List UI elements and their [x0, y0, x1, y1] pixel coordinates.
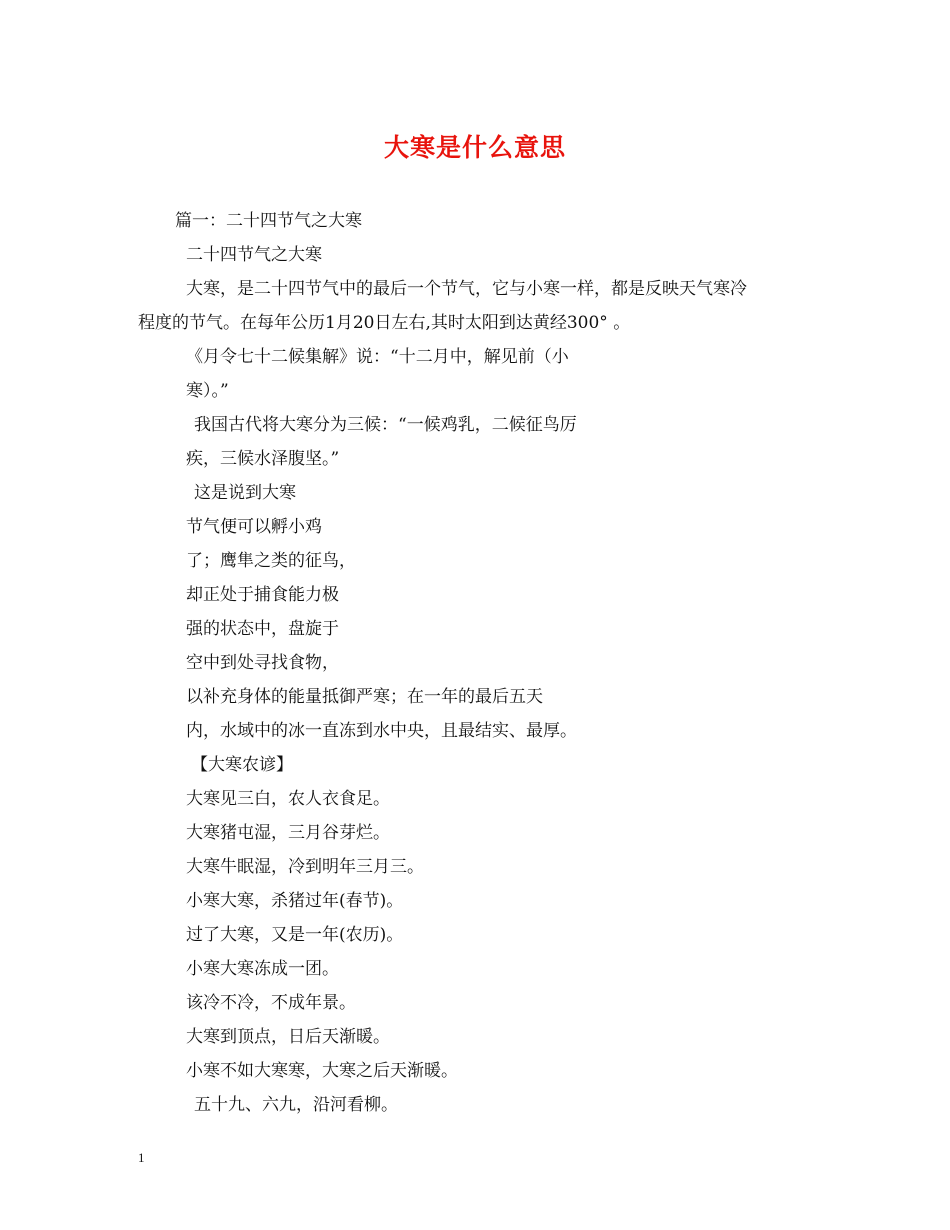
proverb-line: 大寒到顶点，日后天渐暖。: [186, 1027, 390, 1047]
proverb-line: 小寒大寒，杀猪过年(春节)。: [186, 891, 404, 911]
paragraph-line: 寒）。”: [186, 381, 229, 401]
paragraph-line: 空中到处寻找食物，: [186, 653, 339, 673]
paragraph-line: 了；鹰隼之类的征鸟，: [186, 551, 356, 571]
proverb-line: 过了大寒，又是一年(农历)。: [186, 925, 404, 945]
page-number: 1: [138, 1150, 145, 1165]
proverb-line: 大寒猪屯湿，三月谷芽烂。: [186, 823, 390, 843]
proverb-line: 五十九、六九，沿河看柳。: [194, 1095, 398, 1115]
paragraph-line: 却正处于捕食能力极: [186, 585, 339, 605]
paragraph-line: 程度的节气。在每年公历1月20日左右,其时太阳到达黄经300° 。: [138, 313, 631, 333]
proverb-line: 大寒牛眠湿，冷到明年三月三。: [186, 857, 424, 877]
paragraph-line: 这是说到大寒: [194, 483, 296, 503]
section-heading: 【大寒农谚】: [191, 755, 293, 775]
paragraph-line: 节气便可以孵小鸡: [186, 517, 322, 537]
section-heading: 篇一：二十四节气之大寒: [175, 211, 362, 231]
paragraph-line: 以补充身体的能量抵御严寒；在一年的最后五天: [186, 687, 543, 707]
paragraph-line: 《月令七十二候集解》说：“十二月中，解见前（小: [186, 347, 569, 367]
document-title: 大寒是什么意思: [383, 133, 566, 162]
paragraph-line: 强的状态中，盘旋于: [186, 619, 339, 639]
proverb-line: 小寒不如大寒寒，大寒之后天渐暖。: [186, 1061, 458, 1081]
paragraph-line: 疾，三候水泽腹坚。”: [186, 449, 340, 469]
proverb-line: 小寒大寒冻成一团。: [186, 959, 339, 979]
paragraph-line: 我国古代将大寒分为三候：“一候鸡乳，二候征鸟厉: [194, 415, 577, 435]
paragraph-line: 大寒，是二十四节气中的最后一个节气，它与小寒一样，都是反映天气寒冷: [186, 279, 747, 299]
proverb-line: 大寒见三白，农人衣食足。: [186, 789, 390, 809]
subheading: 二十四节气之大寒: [186, 245, 322, 265]
proverb-line: 该冷不冷，不成年景。: [186, 993, 356, 1013]
paragraph-line: 内，水域中的冰一直冻到水中央，且最结实、最厚。: [186, 721, 577, 741]
